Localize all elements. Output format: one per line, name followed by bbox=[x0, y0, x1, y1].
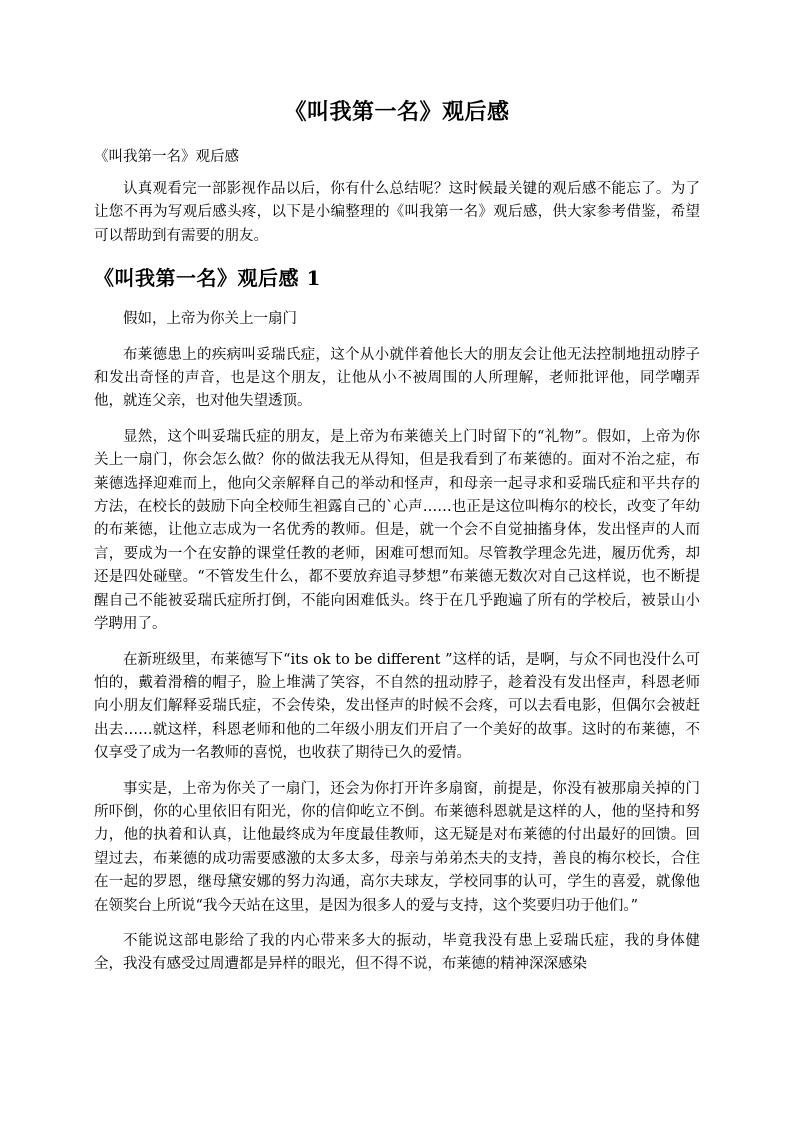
paragraph: 布莱德患上的疾病叫妥瑞氏症，这个从小就伴着他长大的朋友会让他无法控制地扭动脖子和发出奇怪的声音，也是这个朋友，让他从小不被周围的人所理解，老师批评他，同学嘲弄他，就连父亲，也对他失望透顶。 bbox=[94, 346, 700, 410]
document-subtitle: 《叫我第一名》观后感 bbox=[94, 149, 239, 165]
section-heading: 《叫我第一名》观后感 1 bbox=[94, 266, 321, 291]
paragraph: 显然，这个叫妥瑞氏症的朋友，是上帝为布莱德关上门时留下的“礼物”。假如，上帝为你关上一扇门，你会怎么做？你的做法我无从得知，但是我看到了布莱德的。面对不治之症，布莱德选择迎难而上，他向父亲解释自己的举动和怪声，和母亲一起寻求和妥瑞氏症和平共存的方法，在校长的鼓励下向全校师生袒露自己的`心声……也正是这位叫梅尔的校长，改变了年幼的布莱德，让他立志成为一名优秀的教师。但是，就一个会不自觉抽搐身体，发出怪声的人而言，要成为一个在安静的课堂任教的老师，困难可想而知。尽管教学理念先进，履历优秀，却还是四处碰壁。“不管发生什么，都不要放弃追寻梦想”布莱德无数次对自己这样说，也不断提醒自己不能被妥瑞氏症所打倒，不能向困难低头。终于在几乎跑遍了所有的学校后，被景山小学聘用了。 bbox=[94, 428, 700, 633]
paragraph: 在新班级里，布莱德写下“its ok to be different ”这样的话，是啊，与众不同也没什么可怕的，戴着滑稽的帽子，脸上堆满了笑容，不自然的扭动脖子，趁着没有发出怪声，科恩老师向小朋友们解释妥瑞氏症，不会传染，发出怪声的时候不会疼，可以去看电影，但偶尔会被赶出去……就这样，科恩老师和他的二年级小朋友们开启了一个美好的故事。这时的布莱德，不仅享受了成为一名教师的喜悦，也收获了期待已久的爱情。 bbox=[94, 651, 700, 762]
intro-paragraph: 认真观看完一部影视作品以后，你有什么总结呢？这时候最关键的观后感不能忘了。为了让您不再为写观后感头疼，以下是小编整理的《叫我第一名》观后感，供大家参考借鉴，希望可以帮助到有需要的朋友。 bbox=[94, 181, 700, 244]
document-title: 《叫我第一名》观后感 bbox=[284, 99, 510, 125]
paragraph: 假如，上帝为你关上一扇门 bbox=[123, 311, 297, 328]
paragraph: 不能说这部电影给了我的内心带来多大的振动，毕竟我没有患上妥瑞氏症，我的身体健全，我没有感受过周遭都是异样的眼光，但不得不说，布莱德的精神深深感染 bbox=[94, 932, 700, 973]
paragraph: 事实是，上帝为你关了一扇门，还会为你打开许多扇窗，前提是，你没有被那扇关掉的门所吓倒，你的心里依旧有阳光，你的信仰屹立不倒。布莱德科恩就是这样的人，他的坚持和努力，他的执着和认真，让他最终成为年度最佳教师，这无疑是对布莱德的付出最好的回馈。回望过去，布莱德的成功需要感激的太多太多，母亲与弟弟杰夫的支持，善良的梅尔校长，合住在一起的罗恩，继母黛安娜的努力沟通，高尔夫球友，学校同事的认可，学生的喜爱，就像他在领奖台上所说“我今天站在这里，是因为很多人的爱与支持，这个奖要归功于他们。” bbox=[94, 780, 700, 914]
document-page bbox=[94, 92, 700, 989]
